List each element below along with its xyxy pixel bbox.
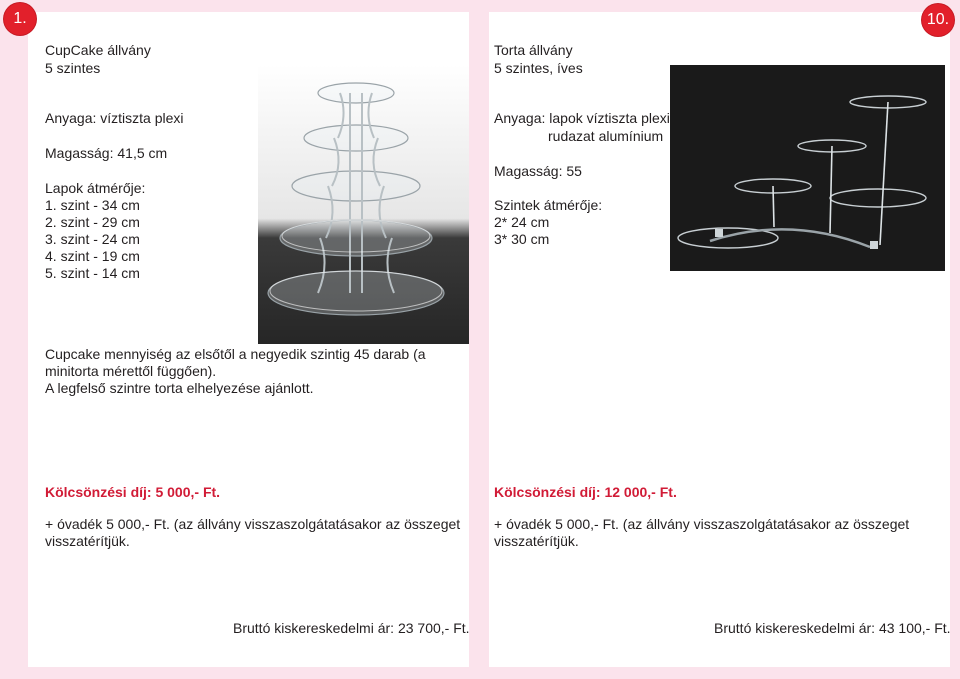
- product-number-badge-right: 10.: [922, 4, 954, 36]
- level-5-left: 5. szint - 14 cm: [45, 265, 140, 281]
- diameter-label-left: Lapok átmérője:: [45, 180, 146, 196]
- level-1-left: 1. szint - 34 cm: [45, 197, 140, 213]
- height-right: Magasság: 55: [494, 163, 582, 179]
- diameter-label-right: Szintek átmérője:: [494, 197, 603, 213]
- product-title-left: CupCake állvány: [45, 42, 151, 58]
- cupcake-stand-photo: [258, 65, 469, 344]
- retail-price-right: Bruttó kiskereskedelmi ár: 43 100,- Ft.: [714, 620, 951, 636]
- cake-stand-photo: [670, 65, 945, 271]
- deposit-line-2-right: visszatérítjük.: [494, 533, 579, 549]
- product-subtitle-left: 5 szintes: [45, 60, 101, 76]
- retail-price-left: Bruttó kiskereskedelmi ár: 23 700,- Ft.: [233, 620, 470, 636]
- material-line-2-right: rudazat alumínium: [548, 128, 664, 144]
- level-1-right: 2* 24 cm: [494, 214, 550, 230]
- product-number-badge-left: 1.: [4, 3, 36, 35]
- description-line-1: Cupcake mennyiség az elsőtől a negyedik szintig 45 darab (a: [45, 346, 426, 362]
- level-4-left: 4. szint - 19 cm: [45, 248, 140, 264]
- product-title-right: Torta állvány: [494, 42, 573, 58]
- height-left: Magasság: 41,5 cm: [45, 145, 168, 161]
- deposit-line-1-left: + óvadék 5 000,- Ft. (az állvány visszaszolgátatásakor az összeget: [45, 516, 461, 532]
- material-left: Anyaga: víztiszta plexi: [45, 110, 184, 126]
- product-subtitle-right: 5 szintes, íves: [494, 60, 583, 76]
- level-2-left: 2. szint - 29 cm: [45, 214, 140, 230]
- rental-fee-left: Kölcsönzési díj: 5 000,- Ft.: [45, 484, 221, 500]
- deposit-line-2-left: visszatérítjük.: [45, 533, 130, 549]
- rental-fee-right: Kölcsönzési díj: 12 000,- Ft.: [494, 484, 677, 500]
- deposit-line-1-right: + óvadék 5 000,- Ft. (az állvány visszaszolgátatásakor az összeget: [494, 516, 910, 532]
- level-2-right: 3* 30 cm: [494, 231, 550, 247]
- material-line-1-right: Anyaga: lapok víztiszta plexi: [494, 110, 670, 126]
- description-line-3: A legfelső szintre torta elhelyezése ajánlott.: [45, 380, 314, 396]
- level-3-left: 3. szint - 24 cm: [45, 231, 140, 247]
- description-line-2: minitorta mérettől függően).: [45, 363, 217, 379]
